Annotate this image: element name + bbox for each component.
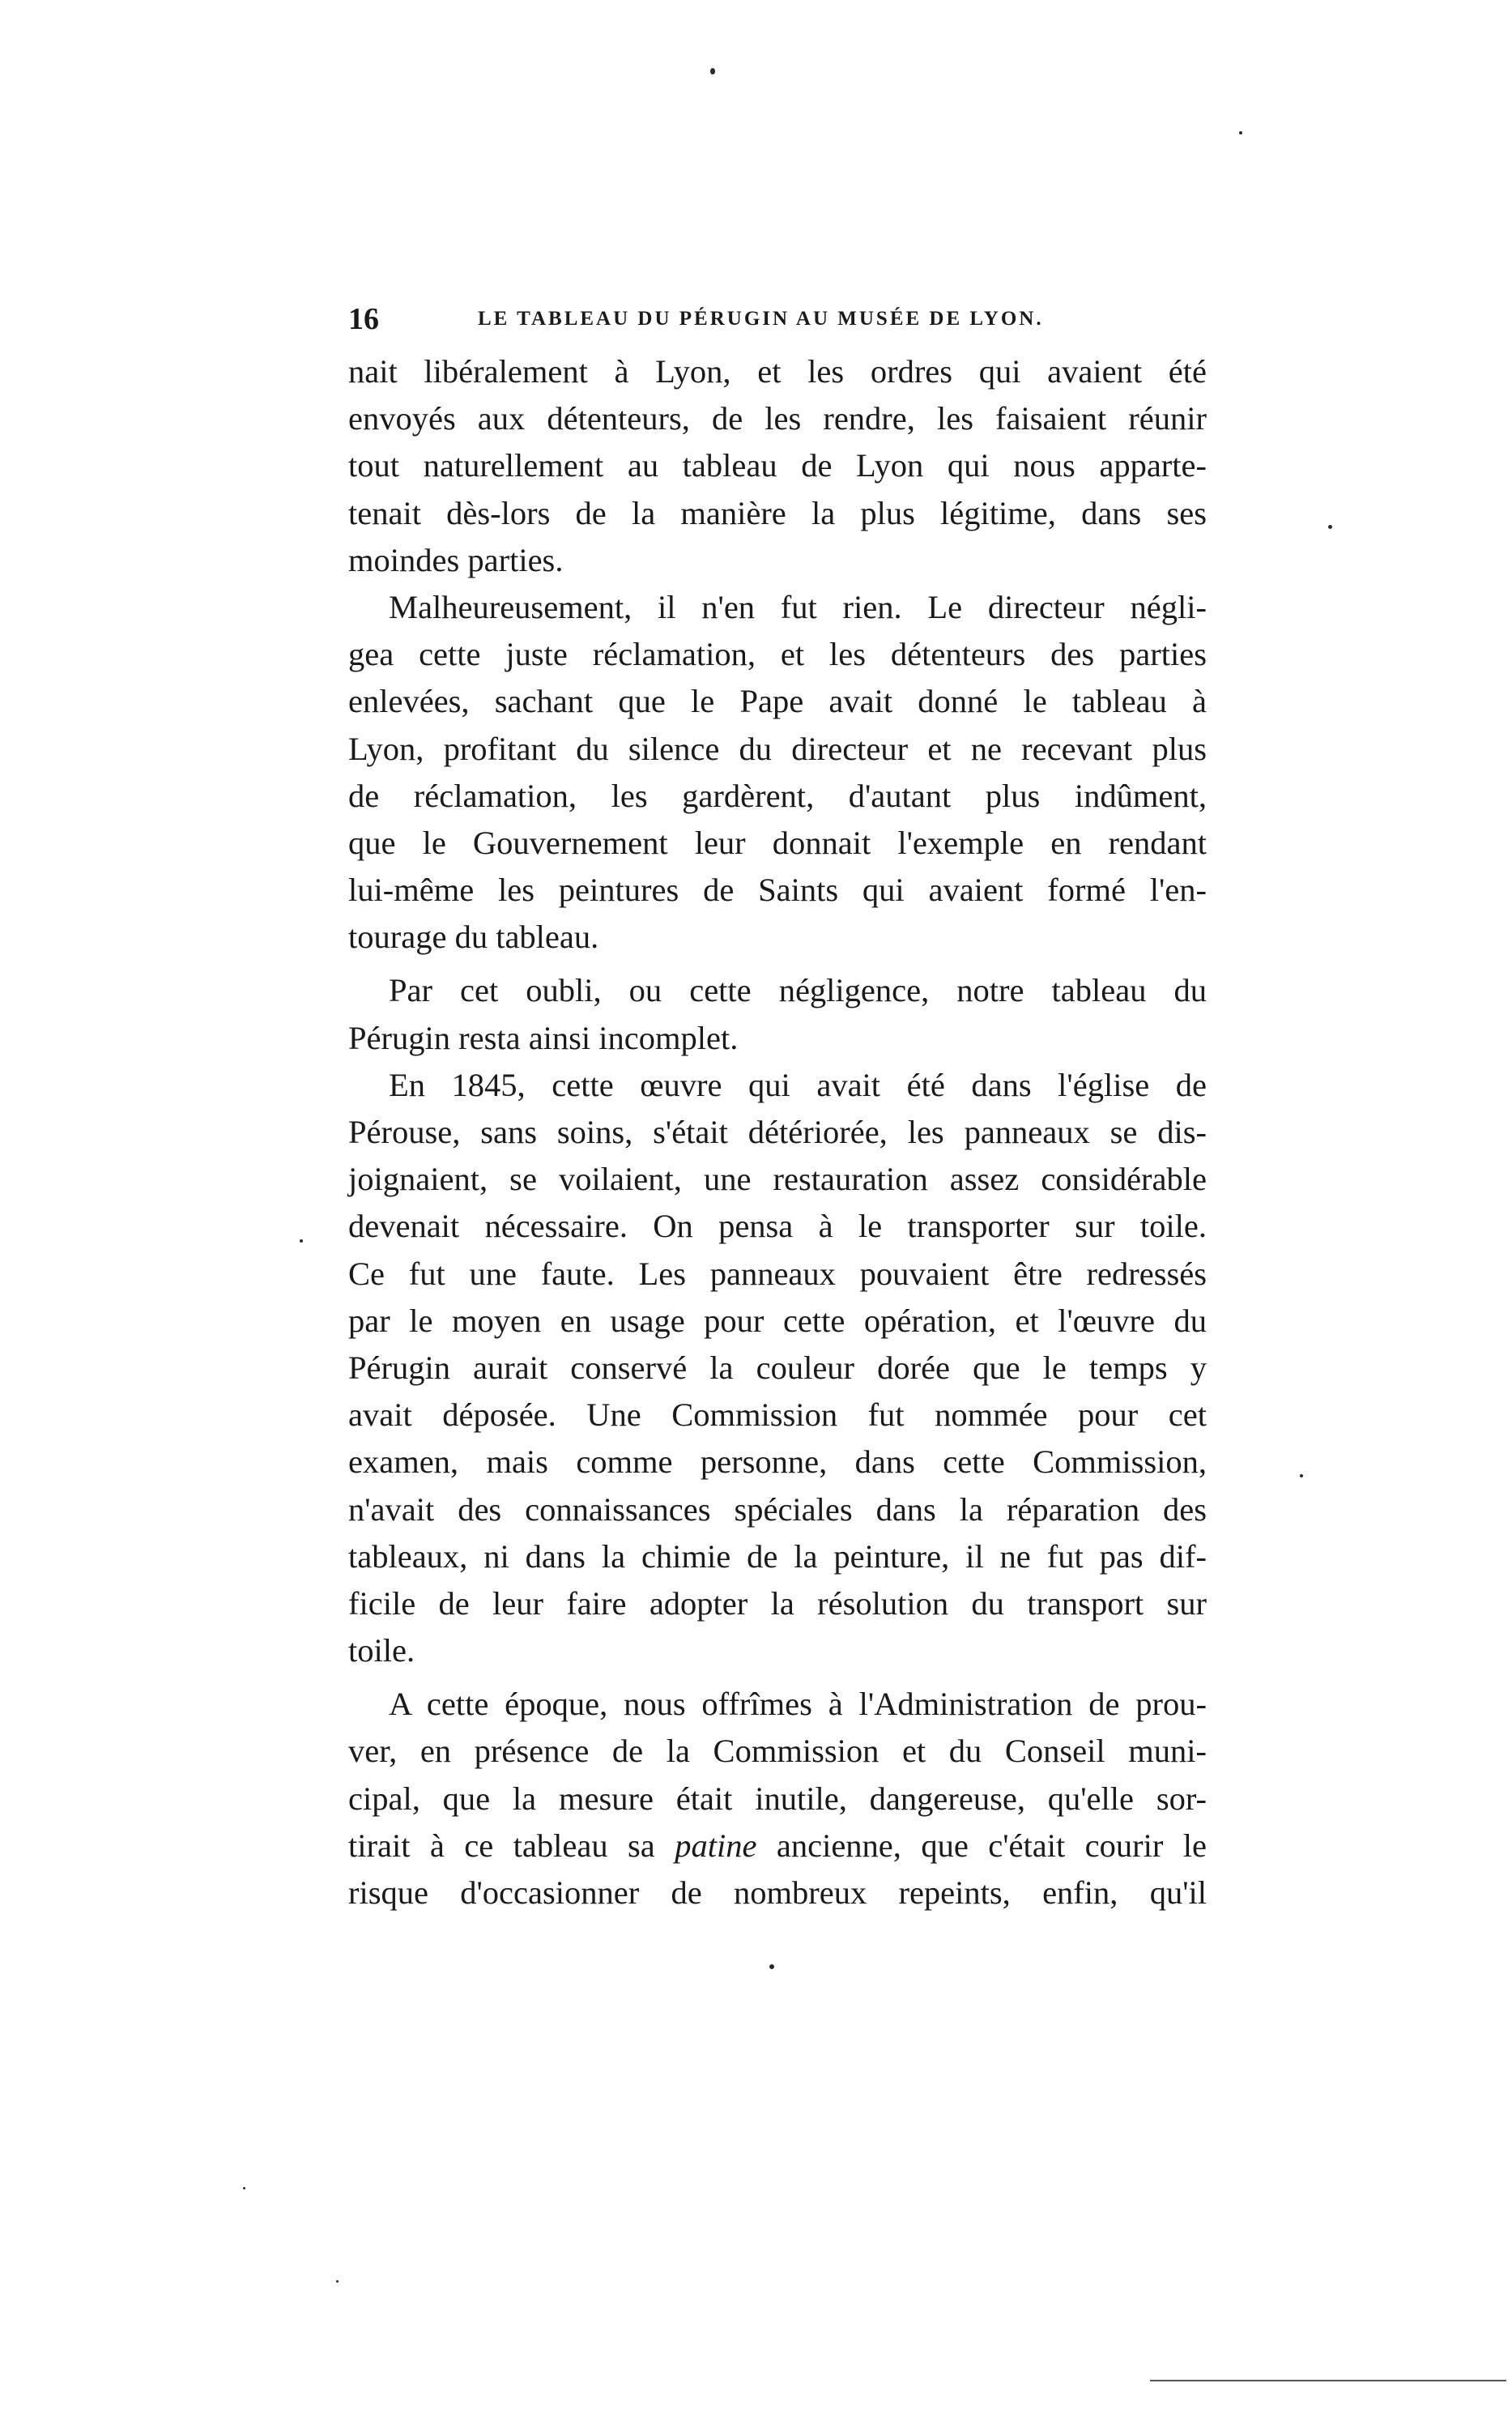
paragraph-start-line: A cette époque, nous offrîmes à l'Administration de prou- — [389, 1686, 1207, 1723]
paragraph-start-line: Par cet oubli, ou cette négligence, notre tableau du — [389, 972, 1207, 1009]
running-head — [348, 301, 1223, 342]
text-line: examen, mais comme personne, dans cette Commission, — [348, 1443, 1207, 1481]
text-line: lui-même les peintures de Saints qui avaient formé l'en- — [348, 872, 1207, 909]
page-number: 16 — [348, 302, 379, 336]
text-line: tourage du tableau. — [348, 919, 599, 956]
text-line: moindes parties. — [348, 541, 564, 578]
paragraph-start-line: En 1845, cette œuvre qui avait été dans l'église de — [389, 1066, 1207, 1103]
running-title: LE TABLEAU DU PÉRUGIN AU MUSÉE DE LYON. — [478, 308, 1044, 330]
text-line: tenait dès-lors de la manière la plus légitime, dans ses — [348, 494, 1207, 531]
text-line: nait libéralement à Lyon, et les ordres qui avaient été — [348, 353, 1207, 390]
text-line: toile. — [348, 1632, 415, 1669]
text-line: Ce fut une faute. Les panneaux pouvaient être redressés — [348, 1255, 1207, 1292]
line-segment: ancienne, que c'était courir le — [756, 1827, 1207, 1864]
text-line: risque d'occasionner de nombreux repeints, enfin, qu'il — [348, 1874, 1207, 1911]
body-text — [348, 348, 1207, 1916]
text-line: n'avait des connaissances spéciales dans la réparation des — [348, 1490, 1207, 1528]
text-line: cipal, que la mesure était inutile, dangereuse, qu'elle sor- — [348, 1780, 1207, 1817]
scan-speck — [769, 1964, 774, 1969]
text-line: tout naturellement au tableau de Lyon qui nous apparte- — [348, 447, 1207, 484]
scan-speck — [243, 2187, 245, 2189]
text-line: que le Gouvernement leur donnait l'exemple en rendant — [348, 824, 1207, 861]
text-line: Lyon, profitant du silence du directeur et ne recevant plus — [348, 730, 1207, 767]
scan-speck — [710, 68, 715, 75]
line-segment: tirait à ce tableau sa — [348, 1827, 675, 1864]
text-line: gea cette juste réclamation, et les détenteurs des parties — [348, 636, 1207, 673]
scan-speck — [1328, 525, 1332, 529]
text-line: joignaient, se voilaient, une restauration assez considérable — [348, 1161, 1207, 1198]
scan-edge-rule — [1150, 2380, 1506, 2381]
text-line: par le moyen en usage pour cette opération, et l'œuvre du — [348, 1302, 1207, 1339]
text-line: devenait nécessaire. On pensa à le transporter sur toile. — [348, 1208, 1207, 1245]
text-line-with-italic — [348, 1823, 1207, 1869]
text-line: enlevées, sachant que le Pape avait donné le tableau à — [348, 683, 1207, 720]
text-line: Pérouse, sans soins, s'était détériorée, les panneaux se dis- — [348, 1114, 1207, 1150]
text-line: de réclamation, les gardèrent, d'autant plus indûment, — [348, 777, 1207, 814]
text-line: ficile de leur faire adopter la résolution du transport sur — [348, 1584, 1207, 1622]
scan-speck — [336, 2280, 339, 2283]
scan-speck — [1300, 1474, 1303, 1477]
scan-speck — [300, 1239, 303, 1243]
text-line: Pérugin resta ainsi incomplet. — [348, 1019, 739, 1056]
text-line: ver, en présence de la Commission et du Conseil muni- — [348, 1733, 1207, 1770]
italic-word: patine — [675, 1827, 757, 1864]
text-line: avait déposée. Une Commission fut nommée pour cet — [348, 1396, 1207, 1434]
text-line: Pérugin aurait conservé la couleur dorée que le temps y — [348, 1349, 1207, 1386]
text-line: envoyés aux détenteurs, de les rendre, les faisaient réunir — [348, 400, 1207, 437]
paragraph-start-line: Malheureusement, il n'en fut rien. Le directeur négli- — [389, 588, 1207, 625]
text-line: tableaux, ni dans la chimie de la peinture, il ne fut pas dif- — [348, 1537, 1207, 1575]
scan-speck — [1239, 131, 1242, 134]
